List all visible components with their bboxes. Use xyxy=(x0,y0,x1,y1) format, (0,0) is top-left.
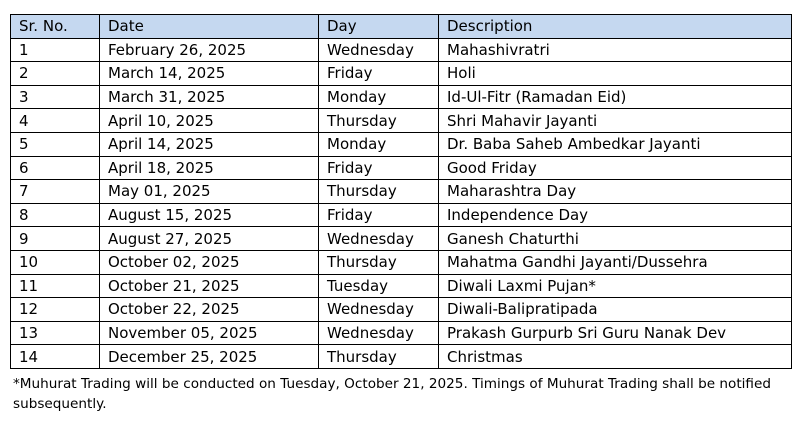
cell-sr-no: 4 xyxy=(11,109,100,133)
cell-date: August 15, 2025 xyxy=(100,203,319,227)
cell-date: October 02, 2025 xyxy=(100,250,319,274)
cell-date: April 10, 2025 xyxy=(100,109,319,133)
cell-description: Mahatma Gandhi Jayanti/Dussehra xyxy=(439,250,792,274)
cell-sr-no: 10 xyxy=(11,250,100,274)
table-row xyxy=(11,298,792,322)
cell-description: Maharashtra Day xyxy=(439,180,792,204)
cell-day: Wednesday xyxy=(319,298,439,322)
cell-day: Friday xyxy=(319,156,439,180)
cell-date: August 27, 2025 xyxy=(100,227,319,251)
table-header xyxy=(11,15,792,39)
table-row xyxy=(11,274,792,298)
header-day: Day xyxy=(319,15,439,39)
cell-day: Monday xyxy=(319,132,439,156)
holiday-table xyxy=(10,14,792,369)
table-row xyxy=(11,203,792,227)
cell-day: Friday xyxy=(319,203,439,227)
cell-date: March 14, 2025 xyxy=(100,62,319,86)
cell-description: Mahashivratri xyxy=(439,38,792,62)
cell-day: Wednesday xyxy=(319,321,439,345)
cell-description: Christmas xyxy=(439,345,792,369)
header-description: Description xyxy=(439,15,792,39)
cell-description: Independence Day xyxy=(439,203,792,227)
footnote: *Muhurat Trading will be conducted on Tuesday, October 21, 2025. Timings of Muhurat Trading shall be notified subsequently. xyxy=(13,376,771,412)
cell-sr-no: 7 xyxy=(11,180,100,204)
table-row xyxy=(11,180,792,204)
cell-day: Monday xyxy=(319,85,439,109)
cell-sr-no: 8 xyxy=(11,203,100,227)
cell-description: Shri Mahavir Jayanti xyxy=(439,109,792,133)
cell-sr-no: 9 xyxy=(11,227,100,251)
cell-sr-no: 14 xyxy=(11,345,100,369)
table-body xyxy=(11,38,792,368)
table-row xyxy=(11,321,792,345)
cell-sr-no: 11 xyxy=(11,274,100,298)
cell-day: Wednesday xyxy=(319,38,439,62)
table-row xyxy=(11,156,792,180)
cell-date: May 01, 2025 xyxy=(100,180,319,204)
table-row xyxy=(11,250,792,274)
cell-sr-no: 6 xyxy=(11,156,100,180)
cell-description: Diwali-Balipratipada xyxy=(439,298,792,322)
cell-description: Id-Ul-Fitr (Ramadan Eid) xyxy=(439,85,792,109)
cell-sr-no: 5 xyxy=(11,132,100,156)
cell-day: Tuesday xyxy=(319,274,439,298)
header-sr-no: Sr. No. xyxy=(11,15,100,39)
table-row xyxy=(11,85,792,109)
cell-sr-no: 12 xyxy=(11,298,100,322)
cell-day: Wednesday xyxy=(319,227,439,251)
cell-date: February 26, 2025 xyxy=(100,38,319,62)
cell-day: Friday xyxy=(319,62,439,86)
cell-day: Thursday xyxy=(319,109,439,133)
cell-description: Ganesh Chaturthi xyxy=(439,227,792,251)
table-row xyxy=(11,109,792,133)
cell-date: December 25, 2025 xyxy=(100,345,319,369)
header-row xyxy=(11,15,792,39)
cell-description: Diwali Laxmi Pujan* xyxy=(439,274,792,298)
cell-day: Thursday xyxy=(319,250,439,274)
header-date: Date xyxy=(100,15,319,39)
cell-date: April 14, 2025 xyxy=(100,132,319,156)
cell-sr-no: 2 xyxy=(11,62,100,86)
cell-date: November 05, 2025 xyxy=(100,321,319,345)
cell-sr-no: 3 xyxy=(11,85,100,109)
cell-description: Good Friday xyxy=(439,156,792,180)
table-row xyxy=(11,227,792,251)
cell-date: April 18, 2025 xyxy=(100,156,319,180)
cell-date: October 21, 2025 xyxy=(100,274,319,298)
cell-sr-no: 13 xyxy=(11,321,100,345)
cell-description: Prakash Gurpurb Sri Guru Nanak Dev xyxy=(439,321,792,345)
cell-day: Thursday xyxy=(319,180,439,204)
cell-description: Dr. Baba Saheb Ambedkar Jayanti xyxy=(439,132,792,156)
cell-date: October 22, 2025 xyxy=(100,298,319,322)
cell-sr-no: 1 xyxy=(11,38,100,62)
cell-description: Holi xyxy=(439,62,792,86)
table-row xyxy=(11,132,792,156)
table-row xyxy=(11,38,792,62)
table-row xyxy=(11,62,792,86)
table-row xyxy=(11,345,792,369)
cell-day: Thursday xyxy=(319,345,439,369)
cell-date: March 31, 2025 xyxy=(100,85,319,109)
